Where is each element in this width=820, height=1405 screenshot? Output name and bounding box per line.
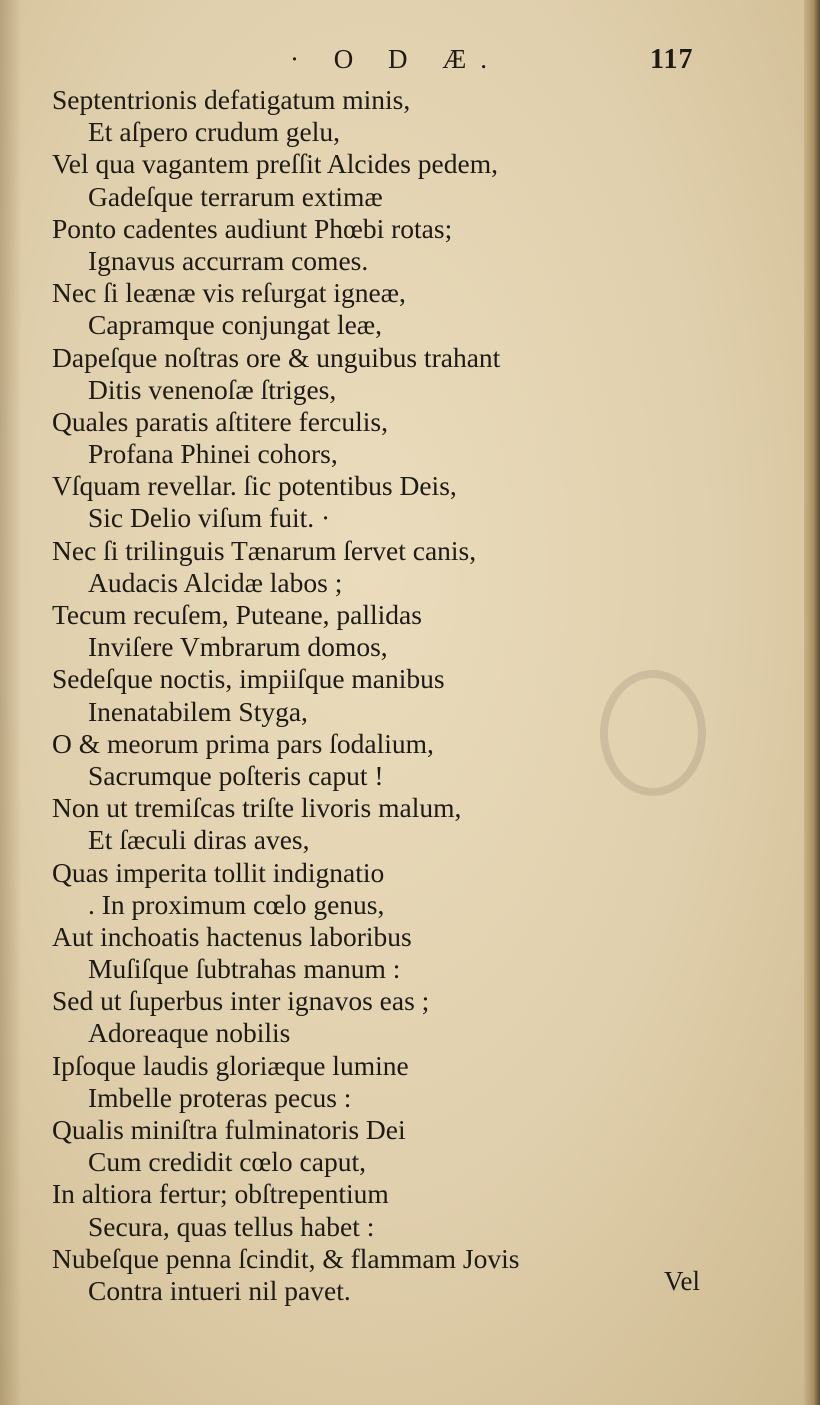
poem-line: Inviſere Vmbrarum domos, xyxy=(88,631,388,663)
running-title: · O D Æ. xyxy=(290,44,501,74)
poem-line: Non ut tremiſcas triſte livoris malum, xyxy=(52,792,462,824)
poem-line: Ipſoque laudis gloriæque lumine xyxy=(52,1049,409,1081)
poem-line: Profana Phinei cohors, xyxy=(88,438,338,470)
poem-line: Nec ſi trilinguis Tænarum ſervet canis, xyxy=(52,534,477,566)
poem-line: Audacis Alcidæ labos ; xyxy=(88,566,343,598)
poem-line: Ditis venenoſæ ſtriges, xyxy=(88,373,337,405)
poem-line: Quales paratis aſtitere ferculis, xyxy=(52,405,388,437)
poem-line: Cum credidit cœlo caput, xyxy=(88,1146,366,1178)
poem-line: Sic Delio viſum fuit. · xyxy=(88,502,331,534)
poem-line: Vel qua vagantem preſſit Alcides pedem, xyxy=(52,148,498,180)
poem-line: Muſiſque ſubtrahas manum : xyxy=(88,953,401,985)
catchword: Vel xyxy=(664,1266,700,1296)
poem-line: Et ſæculi diras aves, xyxy=(88,824,310,856)
poem-line: Adoreaque nobilis xyxy=(88,1017,291,1049)
poem-line: Sacrumque poſteris caput ! xyxy=(88,759,384,791)
poem-body xyxy=(52,84,772,1307)
poem-line: Inenatabilem Styga, xyxy=(88,695,308,727)
poem-line: Sed ut ſuperbus inter ignavos eas ; xyxy=(52,985,430,1017)
poem-line: Vſquam revellar. ſic potentibus Deis, xyxy=(52,470,457,502)
poem-line: Sedeſque noctis, impiiſque manibus xyxy=(52,663,445,695)
page-number: 117 xyxy=(650,44,694,75)
poem-line: Secura, quas tellus habet : xyxy=(88,1210,375,1242)
poem-line: Ignavus accurram comes. xyxy=(88,244,369,276)
gutter-shadow xyxy=(0,0,22,1405)
poem-line: O & meorum prima pars ſodalium, xyxy=(52,727,434,759)
page-edge xyxy=(804,0,820,1405)
poem-line: Nec ſi leænæ vis reſurgat igneæ, xyxy=(52,277,406,309)
poem-line: Imbelle proteras pecus : xyxy=(88,1081,352,1113)
poem-line: Quas imperita tollit indignatio xyxy=(52,856,385,888)
poem-line: Contra intueri nil pavet. xyxy=(88,1274,351,1306)
poem-line: Ponto cadentes audiunt Phœbi rotas; xyxy=(52,212,453,244)
poem-line: Qualis miniſtra fulminatoris Dei xyxy=(52,1114,406,1145)
poem-line: Aut inchoatis hactenus laboribus xyxy=(52,920,412,952)
poem-line: Tecum recuſem, Puteane, pallidas xyxy=(52,599,422,630)
poem-line: Septentrionis defatigatum minis, xyxy=(52,84,411,115)
poem-line: Dapeſque noſtras ore & unguibus trahant xyxy=(52,341,501,373)
poem-line: . In proximum cœlo genus, xyxy=(88,888,385,920)
poem-line: Capramque conjungat leæ, xyxy=(88,309,383,341)
poem-line: Nubeſque penna ſcindit, & flammam Jovis xyxy=(52,1242,520,1274)
page-header xyxy=(0,44,820,84)
poem-line: Et aſpero crudum gelu, xyxy=(88,116,340,148)
poem-line: In altiora fertur; obſtrepentium xyxy=(52,1178,389,1210)
poem-line: Gadeſque terrarum extimæ xyxy=(88,180,383,212)
